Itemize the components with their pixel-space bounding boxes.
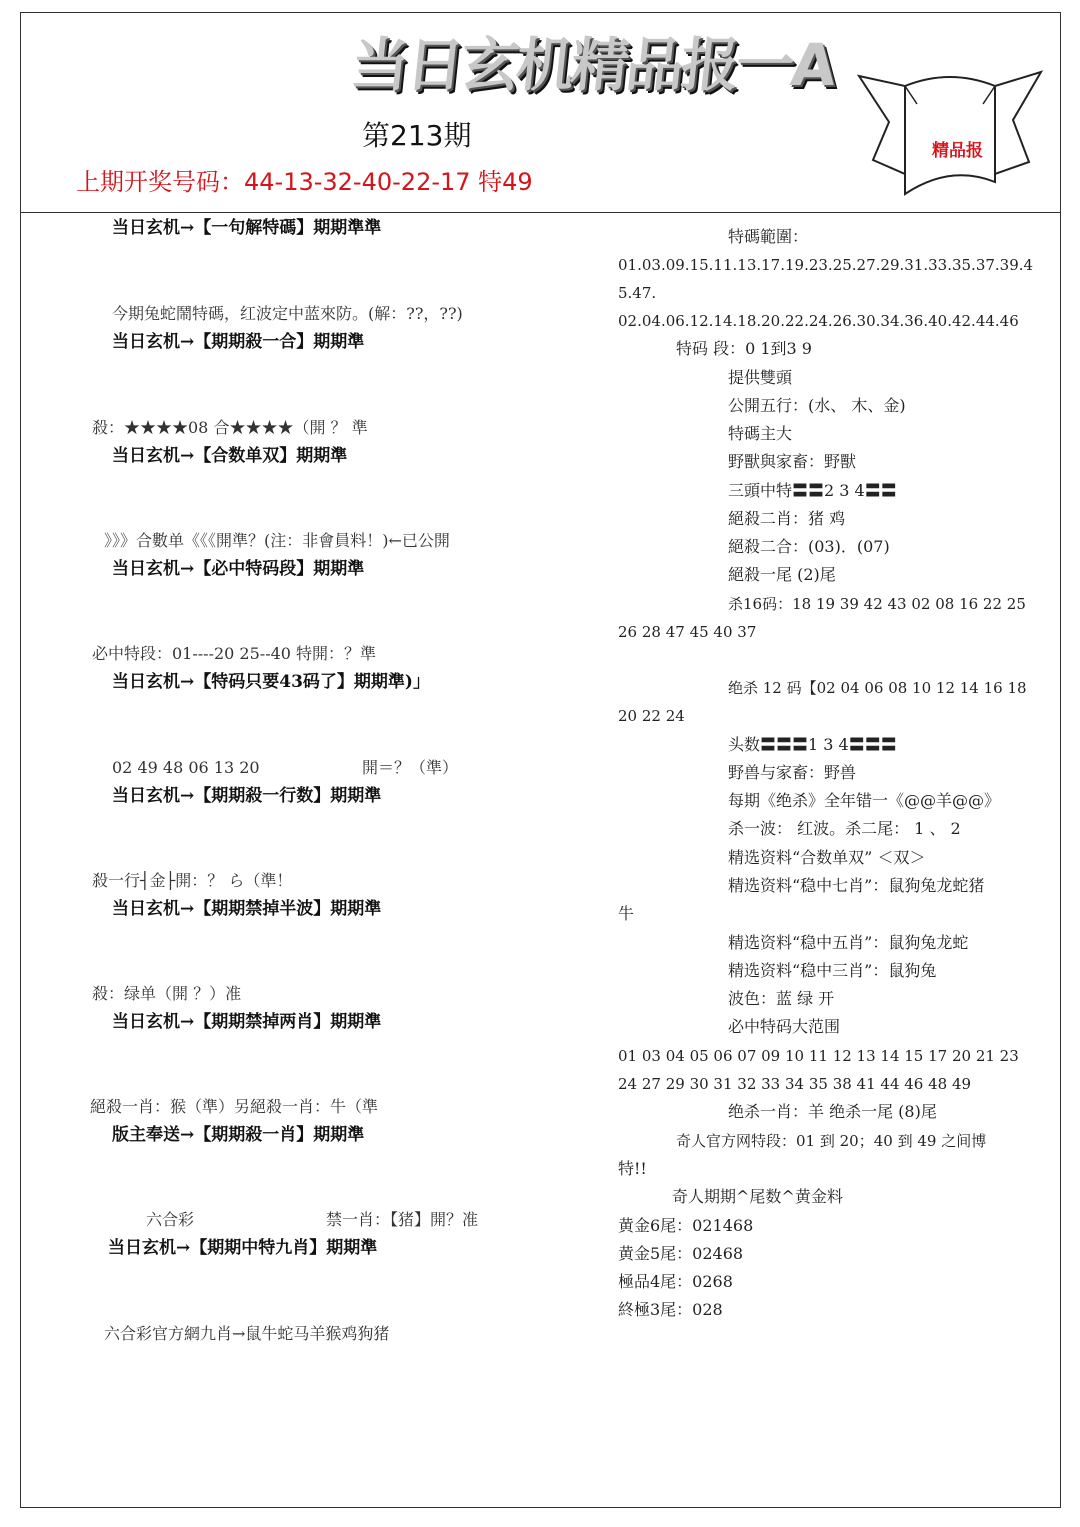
left-half-wave-text: 殺：绿单（開 ？）准 [92,984,242,1003]
left-heading-43-numbers: 当日玄机→【特码只要43码了】期期準)」 [112,672,430,692]
right-odd-even: 精选资料“合数单双” ＜双＞ [728,848,926,867]
right-seven-zodiacs: 精选资料“稳中七肖”：鼠狗兔龙蛇猪 [728,876,985,895]
left-banned-zodiac-text: 禁一肖：【猪】開？准 [326,1210,479,1229]
right-segment: 特码 段：0 1到3 9 [676,339,812,358]
right-kill-wave: 杀一波： 红波。杀二尾： 1 、 2 [728,819,961,838]
page-title: 当日玄机精品报一A [347,31,837,99]
right-main-big: 特碼主大 [728,424,793,443]
right-range-odd-2: 5.47. [618,284,657,302]
right-head-numbers: 头数〓〓〓1 3 4〓〓〓 [728,735,897,754]
left-riddle-text: 今期兔蛇鬧特碼，红波定中蓝來防。(解：??，??) [112,304,463,323]
right-golden-5-tails: 黄金5尾：02468 [618,1244,744,1263]
right-range-label: 特碼範圍： [728,227,809,246]
right-yearly-kill: 每期《绝杀》全年错一《@@羊@@》 [728,791,1001,810]
right-kill-12-numbers: 绝杀 12 码【02 04 06 08 10 12 14 16 18 [728,679,1027,697]
ribbon-banner-icon [855,64,1045,204]
header-divider [20,212,1061,213]
right-premium-4-tails: 極品4尾：0268 [618,1272,733,1291]
right-big-range-1: 01 03 04 05 06 07 09 10 11 12 13 14 15 17 20 21 23 [618,1047,1019,1065]
right-kill-one-tail: 絕殺一尾 (2)尾 [728,565,836,584]
last-draw-numbers: 上期开奖号码：44-13-32-40-22-17 特49 [76,168,533,196]
right-kill-two-combos: 絕殺二合：(03)．(07) [728,537,890,556]
left-heading-one-sentence: 当日玄机→【一句解特碼】期期準準 [112,218,382,238]
right-golden-tails-label: 奇人期期^尾数^黄金料 [672,1187,843,1206]
left-heading-kill-zodiac: 版主奉送→【期期殺一肖】期期準 [112,1125,365,1145]
right-ultimate-3-tails: 終極3尾：028 [618,1300,723,1319]
right-kill-12-numbers-cont: 20 22 24 [618,707,685,725]
right-range-even: 02.04.06.12.14.18.20.22.24.26.30.34.36.40.42.44.46 [618,312,1019,330]
right-big-range-2: 24 27 29 30 31 32 33 34 35 38 41 44 46 48 49 [618,1075,972,1093]
left-range-text: 必中特段：01----20 25--40 特開：？準 [92,644,377,663]
left-lottery-label: 六合彩 [146,1210,195,1229]
left-heading-nine-zodiacs: 当日玄机→【期期中特九肖】期期準 [108,1238,378,1258]
right-big-range-label: 必中特码大范围 [728,1017,841,1036]
right-wild-domestic-2: 野兽与家畜：野兽 [728,763,857,782]
issue-number: 第213期 [362,119,472,152]
left-number-list: 02 49 48 06 13 20 [112,758,260,777]
right-kill-16-numbers: 杀16码：18 19 39 42 43 02 08 16 22 25 [728,595,1026,613]
right-five-elements: 公開五行：(水、 木、金) [728,396,906,415]
right-three-zodiacs: 精选资料“稳中三肖”：鼠狗兔 [728,961,937,980]
right-kill-zodiac-tail: 绝杀一肖：羊 绝杀一尾 (8)尾 [728,1102,937,1121]
left-nine-zodiacs-text: 六合彩官方網九肖→鼠牛蛇马羊猴鸡狗猪 [104,1324,390,1343]
right-official-segment: 奇人官方网特段：01 到 20；40 到 49 之间博 [676,1132,987,1150]
left-heading-kill-combo: 当日玄机→【期期殺一合】期期準 [112,332,365,352]
left-number-status: 開＝？（準） [362,758,459,777]
left-heading-kill-row: 当日玄机→【期期殺一行数】期期準 [112,786,382,806]
left-heading-half-wave: 当日玄机→【期期禁掉半波】期期準 [112,899,382,919]
right-wave-color: 波色：蓝 绿 开 [728,989,835,1008]
right-official-segment-cont: 特!! [618,1159,647,1178]
left-two-zodiacs-text: 絕殺一肖：猴（準）另絕殺一肖：牛（準 [90,1097,379,1116]
right-wild-domestic: 野獸與家畜：野獸 [728,452,857,471]
right-golden-6-tails: 黄金6尾：021468 [618,1216,754,1235]
right-kill-two-zodiacs: 絕殺二肖：猪 鸡 [728,509,846,528]
left-kill-combo-text: 殺：★★★★08 合★★★★（開 ？ 準 [92,418,368,437]
left-heading-range: 当日玄机→【必中特码段】期期準 [112,559,365,579]
right-three-heads: 三頭中特〓〓2 3 4〓〓 [728,481,897,500]
right-double-head: 提供雙頭 [728,368,793,387]
right-range-odd-1: 01.03.09.15.11.13.17.19.23.25.27.29.31.33.35.37.39.4 [618,256,1034,274]
badge-label: 精品报 [932,141,983,161]
right-kill-16-numbers-cont: 26 28 47 45 40 37 [618,623,757,641]
left-heading-odd-even: 当日玄机→【合数单双】期期準 [112,446,348,466]
left-heading-two-zodiacs: 当日玄机→【期期禁掉两肖】期期準 [112,1012,382,1032]
left-odd-even-text: 》》》合數单《《《開準？(注：非會員料！)←已公開 [104,531,450,550]
left-kill-row-text: 殺一行┤金├開：？ ら（準！ [92,871,293,890]
right-seven-zodiacs-cont: 牛 [618,904,635,923]
right-five-zodiacs: 精选资料“稳中五肖”：鼠狗兔龙蛇 [728,933,969,952]
